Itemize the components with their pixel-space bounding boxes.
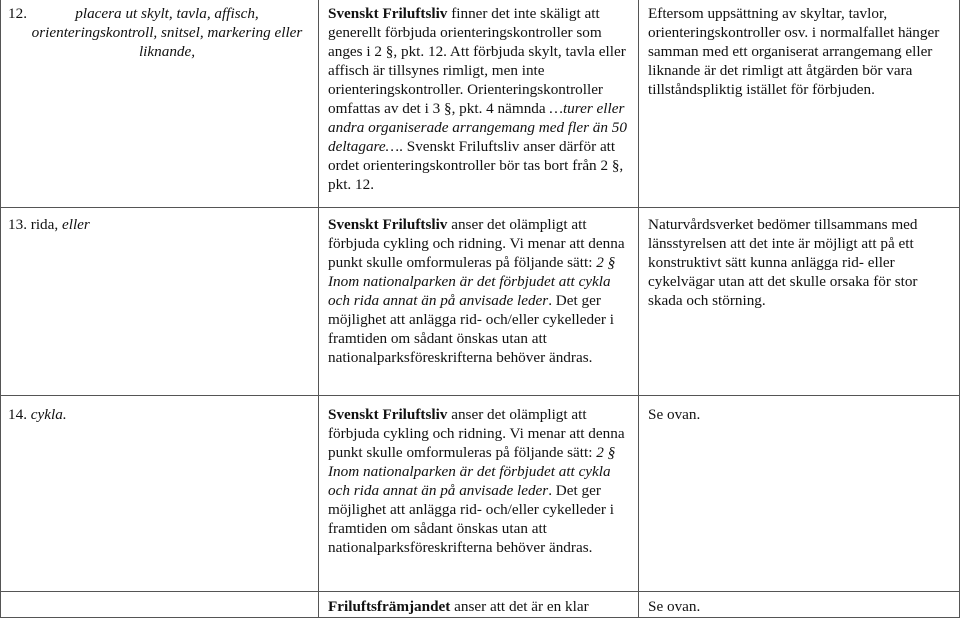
comment-text xyxy=(328,597,628,616)
comment-part: . Svenskt Friluftsliv anser därför att ordet orienteringskontroller bör tas bort från 2 §, pkt. 12. xyxy=(328,138,624,193)
row-divider xyxy=(0,207,960,208)
organization-name: Svenskt Friluftsliv xyxy=(328,406,448,423)
column-divider-2 xyxy=(638,0,639,618)
regulation-text: placera ut skylt, tavla, affisch, orienteringskontroll, snitsel, markering eller liknande, xyxy=(31,5,303,60)
organization-name: Svenskt Friluftsliv xyxy=(328,5,448,22)
comment-part: . Det ger möjlighet att anlägga rid- och/eller cykelleder i framtiden om sådant önskas utan att nationalparksföreskrifterna behöver ändras. xyxy=(328,482,614,556)
response-text: Naturvårdsverket bedömer tillsammans med länsstyrelsen att det inte är möjligt att på ett konstruktivt sätt kunna anlägga rid- eller cykelvägar utan att det skulle orsaka för stor skada och störning. xyxy=(648,216,918,309)
row-number: 12. xyxy=(8,5,27,22)
response-text: Eftersom uppsättning av skyltar, tavlor, orienteringskontroller osv. i normalfallet hänger samman med ett organiserat arrangemang eller liknande är det rimligt att åtgärden bör vara tillståndspliktig istället för förbjuden. xyxy=(648,5,940,98)
comment-text xyxy=(328,215,628,367)
comment-part: . Det ger möjlighet att anlägga rid- och/eller cykelleder i framtiden om sådant önskas utan att nationalparksföreskrifterna behöver ändras. xyxy=(328,292,614,366)
comment-part: anser att det är en klar xyxy=(450,598,589,615)
response-text: Se ovan. xyxy=(648,406,701,423)
row-divider xyxy=(0,591,960,592)
response-text: Se ovan. xyxy=(648,598,701,615)
organization-name: Svenskt Friluftsliv xyxy=(328,216,448,233)
comment-part: anser det olämpligt att förbjuda cykling och ridning. Vi menar att denna punkt skulle omformuleras på följande sätt: xyxy=(328,216,625,271)
comment-text xyxy=(328,405,628,557)
column-divider-1 xyxy=(318,0,319,618)
organization-name: Friluftsfrämjandet xyxy=(328,598,451,615)
regulation-italic: eller xyxy=(62,216,90,233)
comment-part: anser det olämpligt att förbjuda cykling och ridning. Vi menar att denna punkt skulle omformuleras på följande sätt: xyxy=(328,406,625,461)
comment-quote: 2 § Inom nationalparken är det förbjudet att cykla och rida annat än på anvisade leder xyxy=(328,444,616,499)
regulation-plain: rida, xyxy=(30,216,59,233)
row-number: 13. xyxy=(8,216,27,233)
row-divider xyxy=(0,395,960,396)
regulation-text xyxy=(8,215,308,234)
comment-text xyxy=(328,4,628,194)
comment-quote: …turer eller andra organiserade arrangemang med fler än 50 deltagare… xyxy=(328,100,627,155)
regulation-text xyxy=(8,405,308,424)
table-border-left xyxy=(0,0,1,618)
regulation-italic: cykla. xyxy=(30,406,67,423)
comment-quote: 2 § Inom nationalparken är det förbjudet att cykla och rida annat än på anvisade leder xyxy=(328,254,616,309)
row-number: 14. xyxy=(8,406,27,423)
comment-part: finner det inte skäligt att generellt förbjuda orienteringskontroller som anges i 2 §, pkt. 12. Att förbjuda skylt, tavla eller affisch är tillsynes rimligt, men inte orienteringskontroller. Orienteringskontroller omfattas av det i 3 §, pkt. 4 nämnda xyxy=(328,5,626,117)
